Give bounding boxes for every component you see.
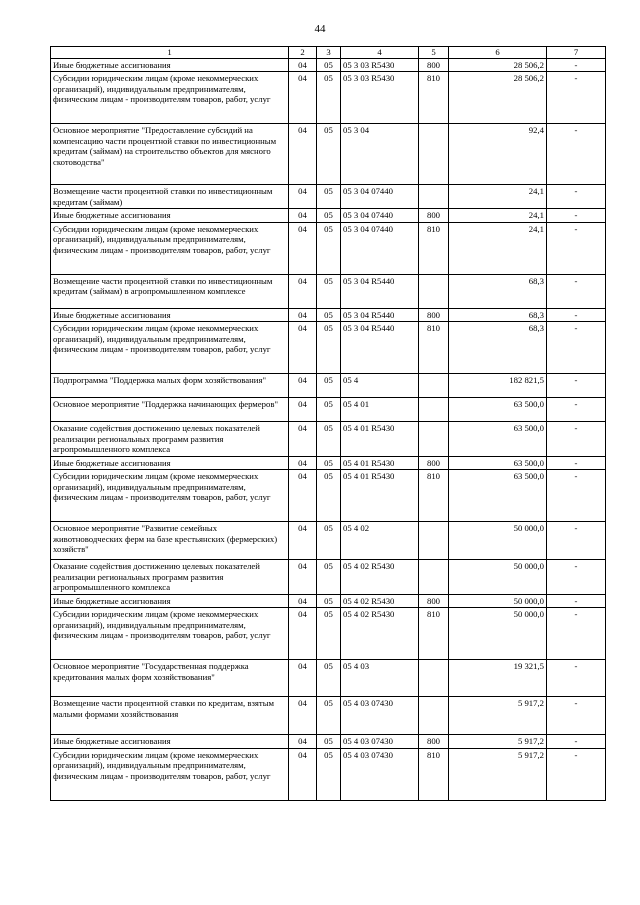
amount-cell: 63 500,0 <box>449 456 547 470</box>
row-name-cell: Субсидии юридическим лицам (кроме некоммерческих организаций), индивидуальным предпринимателям, физическим лицам - производителям товаров, работ, услуг <box>51 322 289 374</box>
expense-type-cell: 800 <box>419 209 449 223</box>
subsection-code-cell: 05 <box>317 274 341 308</box>
change-cell: - <box>547 522 606 560</box>
expense-type-cell <box>419 560 449 595</box>
section-code-cell: 04 <box>289 185 317 209</box>
subsection-code-cell: 05 <box>317 594 341 608</box>
row-name-cell: Подпрограмма "Поддержка малых форм хозяйствования" <box>51 374 289 398</box>
expense-type-cell: 810 <box>419 608 449 660</box>
section-code-cell: 04 <box>289 58 317 72</box>
section-code-cell: 04 <box>289 274 317 308</box>
section-code-cell: 04 <box>289 608 317 660</box>
row-name-cell: Основное мероприятие "Развитие семейных животноводческих ферм на базе крестьянских (фермерских) хозяйств" <box>51 522 289 560</box>
change-cell: - <box>547 374 606 398</box>
table-row <box>51 522 606 560</box>
target-article-cell: 05 4 01 R5430 <box>341 470 419 522</box>
section-code-cell: 04 <box>289 398 317 422</box>
subsection-code-cell: 05 <box>317 470 341 522</box>
target-article-cell: 05 3 04 R5440 <box>341 308 419 322</box>
row-name-cell: Субсидии юридическим лицам (кроме некоммерческих организаций), индивидуальным предпринимателям, физическим лицам - производителям товаров, работ, услуг <box>51 608 289 660</box>
table-row <box>51 398 606 422</box>
column-header: 2 <box>289 47 317 59</box>
section-code-cell: 04 <box>289 735 317 749</box>
expense-type-cell: 810 <box>419 72 449 124</box>
expense-type-cell <box>419 697 449 735</box>
expense-type-cell <box>419 398 449 422</box>
target-article-cell: 05 4 03 07430 <box>341 735 419 749</box>
row-name-cell: Иные бюджетные ассигнования <box>51 735 289 749</box>
row-name-cell: Субсидии юридическим лицам (кроме некоммерческих организаций), индивидуальным предпринимателям, физическим лицам - производителям товаров, работ, услуг <box>51 748 289 800</box>
subsection-code-cell: 05 <box>317 58 341 72</box>
section-code-cell: 04 <box>289 522 317 560</box>
change-cell: - <box>547 398 606 422</box>
row-name-cell: Оказание содействия достижению целевых показателей реализации региональных программ развития агропромышленного комплекса <box>51 422 289 457</box>
expense-type-cell: 800 <box>419 456 449 470</box>
expense-type-cell <box>419 522 449 560</box>
section-code-cell: 04 <box>289 72 317 124</box>
budget-table <box>50 46 606 801</box>
subsection-code-cell: 05 <box>317 456 341 470</box>
expense-type-cell <box>419 124 449 185</box>
row-name-cell: Возмещение части процентной ставки по кредитам, взятым малыми формами хозяйствования <box>51 697 289 735</box>
expense-type-cell: 800 <box>419 58 449 72</box>
amount-cell: 5 917,2 <box>449 748 547 800</box>
amount-cell: 19 321,5 <box>449 660 547 697</box>
row-name-cell: Оказание содействия достижению целевых показателей реализации региональных программ развития агропромышленного комплекса <box>51 560 289 595</box>
expense-type-cell <box>419 185 449 209</box>
section-code-cell: 04 <box>289 560 317 595</box>
table-row <box>51 222 606 274</box>
section-code-cell: 04 <box>289 470 317 522</box>
expense-type-cell: 810 <box>419 222 449 274</box>
table-row <box>51 456 606 470</box>
change-cell: - <box>547 660 606 697</box>
amount-cell: 68,3 <box>449 274 547 308</box>
change-cell: - <box>547 608 606 660</box>
change-cell: - <box>547 308 606 322</box>
expense-type-cell: 800 <box>419 735 449 749</box>
expense-type-cell: 810 <box>419 470 449 522</box>
expense-type-cell: 810 <box>419 748 449 800</box>
target-article-cell: 05 4 02 R5430 <box>341 594 419 608</box>
subsection-code-cell: 05 <box>317 72 341 124</box>
subsection-code-cell: 05 <box>317 398 341 422</box>
expense-type-cell <box>419 422 449 457</box>
expense-type-cell: 800 <box>419 308 449 322</box>
target-article-cell: 05 4 01 R5430 <box>341 422 419 457</box>
subsection-code-cell: 05 <box>317 374 341 398</box>
table-row <box>51 608 606 660</box>
table-row <box>51 470 606 522</box>
change-cell: - <box>547 185 606 209</box>
subsection-code-cell: 05 <box>317 608 341 660</box>
subsection-code-cell: 05 <box>317 185 341 209</box>
table-row <box>51 697 606 735</box>
row-name-cell: Иные бюджетные ассигнования <box>51 594 289 608</box>
target-article-cell: 05 4 02 R5430 <box>341 560 419 595</box>
section-code-cell: 04 <box>289 456 317 470</box>
amount-cell: 50 000,0 <box>449 522 547 560</box>
table-row <box>51 374 606 398</box>
amount-cell: 68,3 <box>449 308 547 322</box>
subsection-code-cell: 05 <box>317 209 341 223</box>
table-row <box>51 308 606 322</box>
row-name-cell: Субсидии юридическим лицам (кроме некоммерческих организаций), индивидуальным предпринимателям, физическим лицам - производителям товаров, работ, услуг <box>51 222 289 274</box>
amount-cell: 50 000,0 <box>449 608 547 660</box>
amount-cell: 63 500,0 <box>449 422 547 457</box>
row-name-cell: Иные бюджетные ассигнования <box>51 58 289 72</box>
amount-cell: 28 506,2 <box>449 72 547 124</box>
change-cell: - <box>547 322 606 374</box>
change-cell: - <box>547 697 606 735</box>
amount-cell: 182 821,5 <box>449 374 547 398</box>
target-article-cell: 05 3 04 R5440 <box>341 274 419 308</box>
table-row <box>51 72 606 124</box>
amount-cell: 63 500,0 <box>449 470 547 522</box>
change-cell: - <box>547 58 606 72</box>
row-name-cell: Основное мероприятие "Государственная поддержка кредитования малых форм хозяйствования" <box>51 660 289 697</box>
table-row <box>51 58 606 72</box>
change-cell: - <box>547 735 606 749</box>
change-cell: - <box>547 222 606 274</box>
table-row <box>51 322 606 374</box>
expense-type-cell <box>419 374 449 398</box>
table-header-row <box>51 47 606 59</box>
target-article-cell: 05 3 04 R5440 <box>341 322 419 374</box>
expense-type-cell: 810 <box>419 322 449 374</box>
column-header: 4 <box>341 47 419 59</box>
table-row <box>51 274 606 308</box>
subsection-code-cell: 05 <box>317 560 341 595</box>
row-name-cell: Иные бюджетные ассигнования <box>51 456 289 470</box>
target-article-cell: 05 3 04 07440 <box>341 222 419 274</box>
target-article-cell: 05 3 03 R5430 <box>341 58 419 72</box>
row-name-cell: Возмещение части процентной ставки по инвестиционным кредитам (займам) в агропромышленном комплексе <box>51 274 289 308</box>
amount-cell: 5 917,2 <box>449 735 547 749</box>
amount-cell: 24,1 <box>449 222 547 274</box>
amount-cell: 24,1 <box>449 185 547 209</box>
section-code-cell: 04 <box>289 422 317 457</box>
target-article-cell: 05 4 01 <box>341 398 419 422</box>
amount-cell: 68,3 <box>449 322 547 374</box>
table-row <box>51 185 606 209</box>
subsection-code-cell: 05 <box>317 697 341 735</box>
amount-cell: 5 917,2 <box>449 697 547 735</box>
change-cell: - <box>547 560 606 595</box>
section-code-cell: 04 <box>289 697 317 735</box>
target-article-cell: 05 3 03 R5430 <box>341 72 419 124</box>
change-cell: - <box>547 456 606 470</box>
amount-cell: 50 000,0 <box>449 594 547 608</box>
table-row <box>51 560 606 595</box>
section-code-cell: 04 <box>289 308 317 322</box>
table-row <box>51 660 606 697</box>
change-cell: - <box>547 422 606 457</box>
section-code-cell: 04 <box>289 374 317 398</box>
change-cell: - <box>547 748 606 800</box>
expense-type-cell <box>419 660 449 697</box>
table-row <box>51 748 606 800</box>
column-header: 3 <box>317 47 341 59</box>
subsection-code-cell: 05 <box>317 308 341 322</box>
section-code-cell: 04 <box>289 660 317 697</box>
column-header: 1 <box>51 47 289 59</box>
amount-cell: 63 500,0 <box>449 398 547 422</box>
target-article-cell: 05 4 02 <box>341 522 419 560</box>
expense-type-cell: 800 <box>419 594 449 608</box>
target-article-cell: 05 4 03 <box>341 660 419 697</box>
table-row <box>51 124 606 185</box>
target-article-cell: 05 3 04 07440 <box>341 209 419 223</box>
section-code-cell: 04 <box>289 748 317 800</box>
column-header: 5 <box>419 47 449 59</box>
subsection-code-cell: 05 <box>317 660 341 697</box>
subsection-code-cell: 05 <box>317 124 341 185</box>
subsection-code-cell: 05 <box>317 735 341 749</box>
row-name-cell: Основное мероприятие "Предоставление субсидий на компенсацию части процентной ставки по инвестиционным кредитам (займам) на строительство объектов для мясного скотоводства" <box>51 124 289 185</box>
table-row <box>51 422 606 457</box>
change-cell: - <box>547 209 606 223</box>
amount-cell: 24,1 <box>449 209 547 223</box>
row-name-cell: Субсидии юридическим лицам (кроме некоммерческих организаций), индивидуальным предпринимателям, физическим лицам - производителям товаров, работ, услуг <box>51 470 289 522</box>
section-code-cell: 04 <box>289 209 317 223</box>
subsection-code-cell: 05 <box>317 748 341 800</box>
table-row <box>51 594 606 608</box>
target-article-cell: 05 4 02 R5430 <box>341 608 419 660</box>
target-article-cell: 05 4 01 R5430 <box>341 456 419 470</box>
change-cell: - <box>547 72 606 124</box>
row-name-cell: Субсидии юридическим лицам (кроме некоммерческих организаций), индивидуальным предпринимателям, физическим лицам - производителям товаров, работ, услуг <box>51 72 289 124</box>
target-article-cell: 05 4 <box>341 374 419 398</box>
section-code-cell: 04 <box>289 322 317 374</box>
target-article-cell: 05 3 04 <box>341 124 419 185</box>
section-code-cell: 04 <box>289 124 317 185</box>
change-cell: - <box>547 594 606 608</box>
change-cell: - <box>547 274 606 308</box>
subsection-code-cell: 05 <box>317 222 341 274</box>
target-article-cell: 05 4 03 07430 <box>341 697 419 735</box>
table-row <box>51 209 606 223</box>
subsection-code-cell: 05 <box>317 422 341 457</box>
row-name-cell: Иные бюджетные ассигнования <box>51 209 289 223</box>
amount-cell: 50 000,0 <box>449 560 547 595</box>
section-code-cell: 04 <box>289 594 317 608</box>
row-name-cell: Основное мероприятие "Поддержка начинающих фермеров" <box>51 398 289 422</box>
subsection-code-cell: 05 <box>317 322 341 374</box>
expense-type-cell <box>419 274 449 308</box>
section-code-cell: 04 <box>289 222 317 274</box>
target-article-cell: 05 3 04 07440 <box>341 185 419 209</box>
amount-cell: 92,4 <box>449 124 547 185</box>
change-cell: - <box>547 124 606 185</box>
subsection-code-cell: 05 <box>317 522 341 560</box>
amount-cell: 28 506,2 <box>449 58 547 72</box>
column-header: 7 <box>547 47 606 59</box>
row-name-cell: Иные бюджетные ассигнования <box>51 308 289 322</box>
column-header: 6 <box>449 47 547 59</box>
target-article-cell: 05 4 03 07430 <box>341 748 419 800</box>
row-name-cell: Возмещение части процентной ставки по инвестиционным кредитам (займам) <box>51 185 289 209</box>
change-cell: - <box>547 470 606 522</box>
table-row <box>51 735 606 749</box>
page-number: 44 <box>314 23 326 35</box>
